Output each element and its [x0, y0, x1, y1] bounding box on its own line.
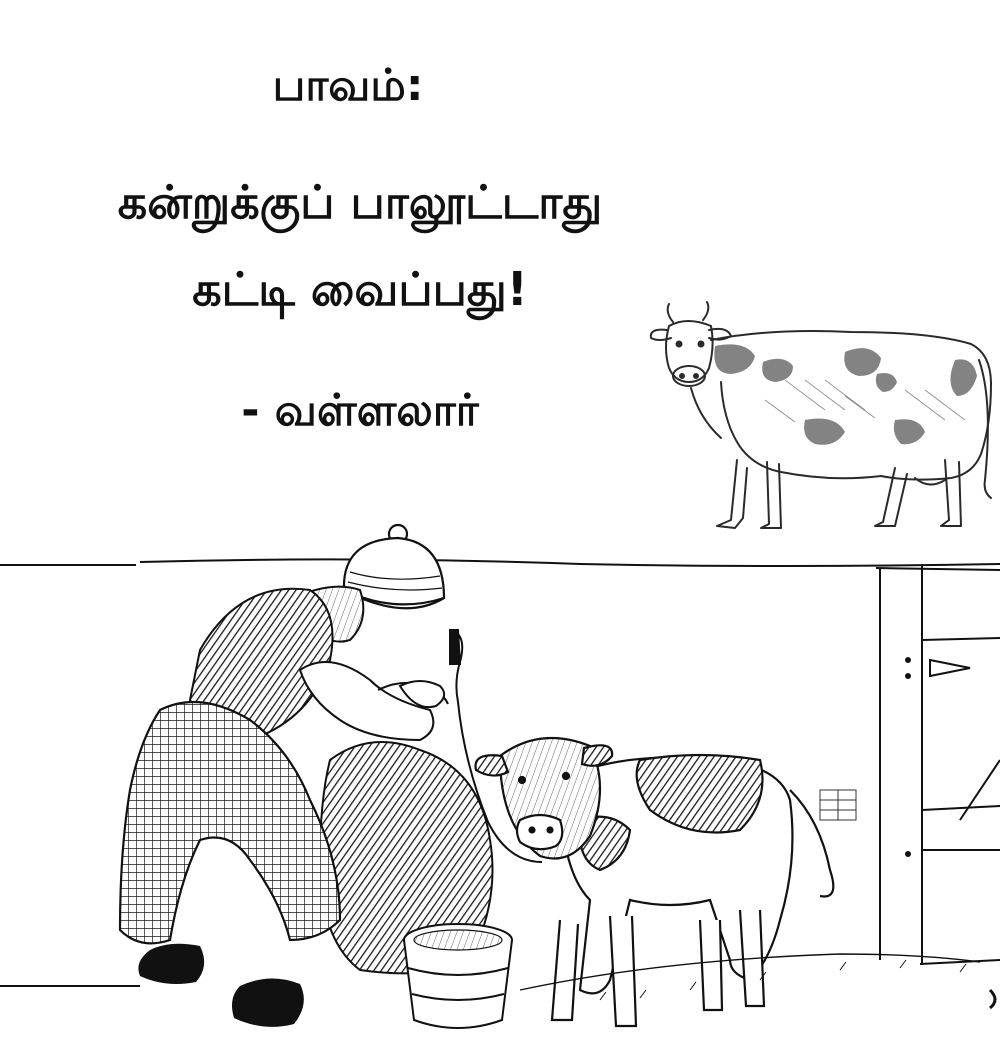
quote-line-2: கட்டி வைப்பது!: [192, 262, 528, 316]
quote-line-1: கன்றுக்குப் பாலூட்டாது: [117, 175, 603, 229]
quote-heading: பாவம்:: [272, 60, 424, 111]
milking-scene-illustration: [0, 520, 1000, 1061]
quote-attribution: - வள்ளலார்: [241, 385, 479, 436]
standing-cow-illustration: [645, 300, 1000, 545]
